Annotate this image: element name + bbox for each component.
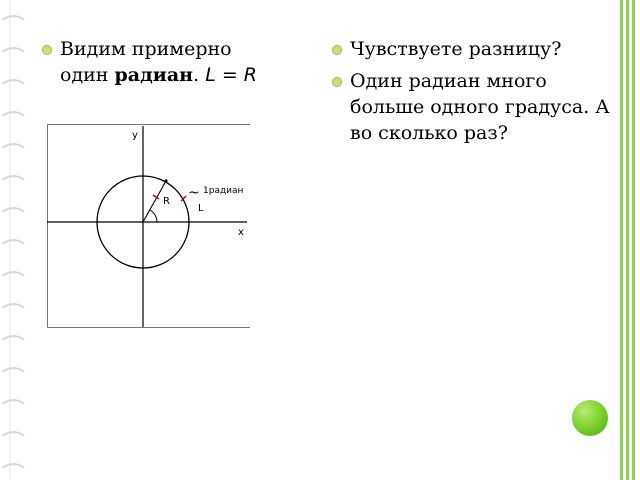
left-column bbox=[40, 36, 300, 94]
green-dot-icon bbox=[572, 400, 608, 436]
bullet-icon bbox=[42, 45, 52, 55]
right-bullet2: Один радиан много больше одного градуса. А во сколько раз? bbox=[350, 70, 610, 144]
y-axis-label: y bbox=[132, 130, 138, 141]
left-line1: Видим примерно bbox=[60, 38, 232, 60]
radian-label: 1радиан bbox=[203, 186, 244, 196]
right-stripes bbox=[618, 0, 640, 480]
tilde: ~ bbox=[188, 185, 200, 201]
bullet-icon bbox=[332, 77, 342, 87]
bullet-item-question bbox=[330, 68, 610, 146]
angle-arc bbox=[150, 210, 157, 222]
bullet-icon bbox=[332, 45, 342, 55]
left-dot: . bbox=[193, 64, 206, 86]
x-axis-label: x bbox=[238, 227, 244, 238]
formula: L = R bbox=[205, 64, 257, 86]
right-column bbox=[330, 36, 610, 152]
bullet-item-radian bbox=[40, 36, 300, 88]
radian-word: радиан bbox=[114, 64, 194, 86]
bullet-item-difference bbox=[330, 36, 610, 62]
r-label: R bbox=[163, 196, 170, 207]
radian-figure bbox=[47, 124, 250, 328]
right-bullet1: Чувствуете разницу? bbox=[350, 38, 562, 60]
l-label: L bbox=[198, 203, 204, 214]
binding-rings bbox=[0, 0, 40, 480]
left-line2-prefix: один bbox=[60, 64, 115, 86]
